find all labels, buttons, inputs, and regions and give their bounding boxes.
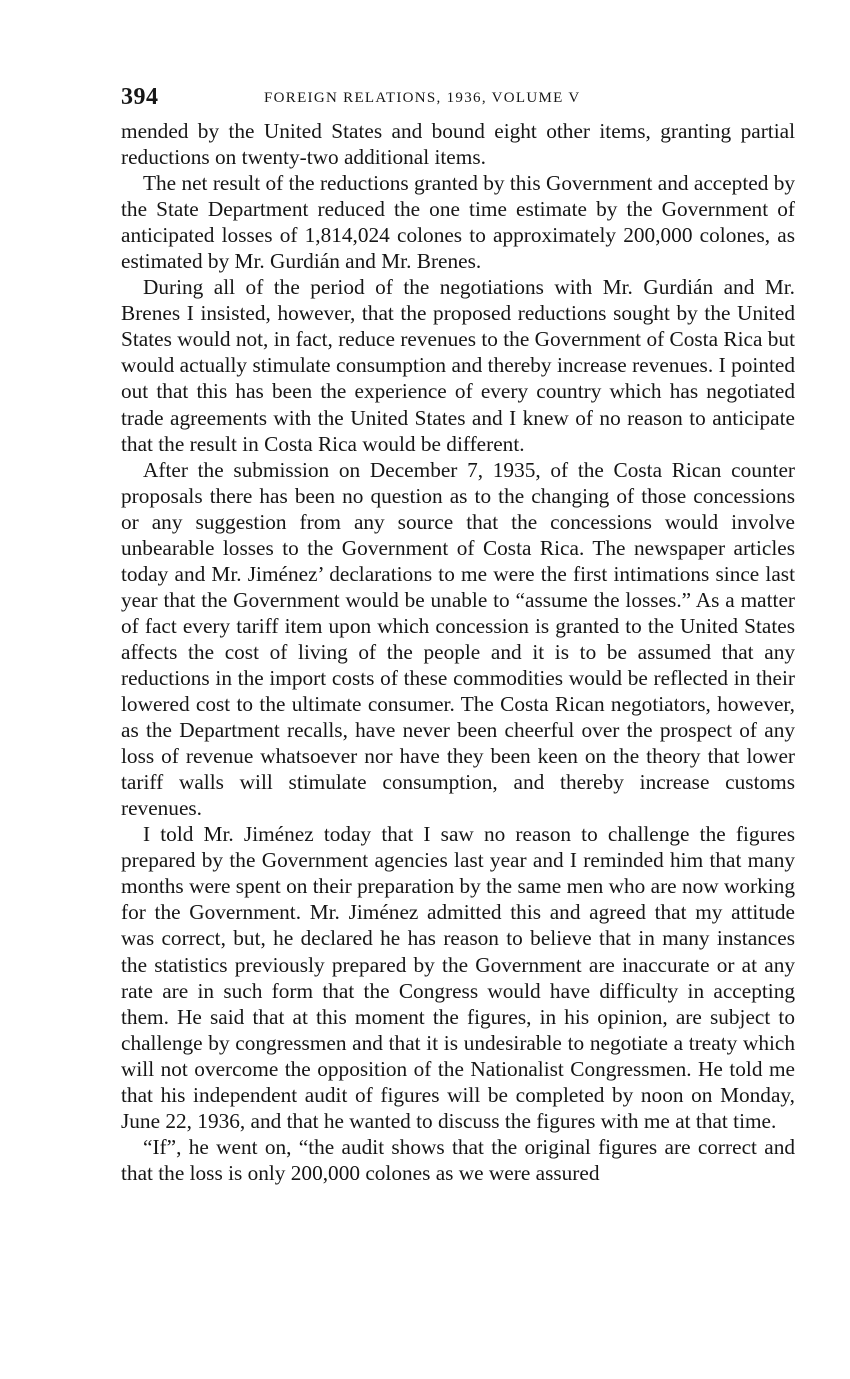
paragraph-counter-proposals: After the submission on December 7, 1935, of the Costa Rican counter proposals there has been no question as to the changing of those concessions or any suggestion from any source that the concessions would involve unbearable losses to the Government of Costa Rica. The newspaper articles today and Mr. Jiménez’ declarations to me were the first intimations since last year that the Government would be unable to “assume the losses.” As a matter of fact every tariff item upon which concession is granted to the United States affects the cost of living of the people and it is to be assumed that any reductions in the import costs of these commodities would be reflected in their lowered cost to the ultimate consumer. The Costa Rican negotiators, however, as the Department recalls, have never been cheerful over the prospect of any loss of revenue whatsoever nor have they been keen on the theory that lower tariff walls will stimulate consumption, and thereby increase customs revenues. [121,457,795,821]
running-title: FOREIGN RELATIONS, 1936, VOLUME V [264,90,581,106]
paragraph-continued: mended by the United States and bound eight other items, granting partial reductions on twenty-two additional items. [121,119,795,170]
paragraph-negotiations: During all of the period of the negotiations with Mr. Gurdián and Mr. Brenes I insisted, however, that the proposed reductions sought by the United States would not, in fact, reduce revenues to the Government of Costa Rica but would actually stimulate consumption and thereby increase revenues. I pointed out that this has been the experience of every country which has negotiated trade agreements with the United States and I knew of no reason to anticipate that the result in Costa Rica would be different. [121,275,795,456]
page-number: 394 [121,84,159,110]
paragraph-audit-quote: “If”, he went on, “the audit shows that the original figures are correct and that the loss is only 200,000 colones as we were assured [121,1134,795,1185]
document-page [121,84,795,1186]
paragraph-jimenez-meeting: I told Mr. Jiménez today that I saw no reason to challenge the figures prepared by the Government agencies last year and I reminded him that many months were spent on their preparation by the same men who are now working for the Government. Mr. Jiménez admitted this and agreed that my attitude was correct, but, he declared he has reason to believe that in many instances the statistics previously prepared by the Government are inaccurate or at any rate are in such form that the Congress would have difficulty in accepting them. He said that at this moment the figures, in his opinion, are subject to challenge by congressmen and that it is undesirable to negotiate a treaty which will not overcome the opposition of the Nationalist Congressmen. He told me that his independent audit of figures will be completed by noon on Monday, June 22, 1936, and that he wanted to discuss the figures with me at that time. [121,822,795,1133]
paragraph-net-result: The net result of the reductions granted by this Government and accepted by the State Department reduced the one time estimate by the Government of anticipated losses of 1,814,024 colones to approximately 200,000 colones, as estimated by Mr. Gurdián and Mr. Brenes. [121,171,795,274]
running-head [121,84,795,118]
body-text [121,118,795,1186]
